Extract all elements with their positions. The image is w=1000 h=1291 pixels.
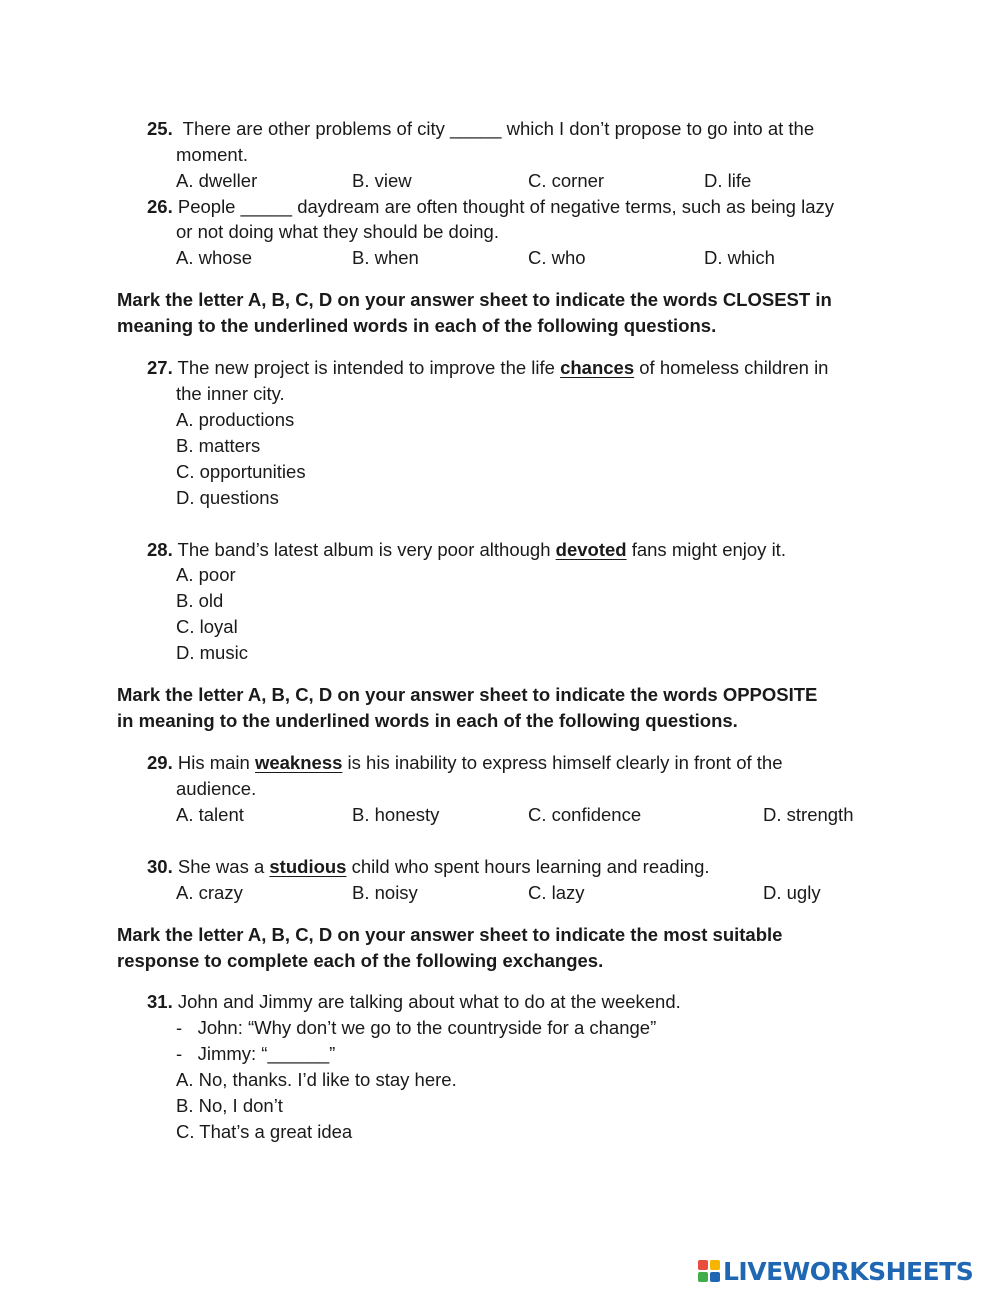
q25-option-c[interactable]: C. corner [528,170,605,191]
q29-text-pre: His main [177,752,250,773]
liveworksheets-logo [698,1258,973,1284]
q30-underlined-word: studious [269,856,347,877]
logo-square-red [698,1260,708,1270]
q26-number: 26. [147,196,173,217]
q28-option-d[interactable]: D. music [176,642,248,663]
q30-text-post: child who spent hours learning and reading. [351,856,710,877]
logo-text: LIVEWORKSHEETS [723,1256,974,1286]
q30-number: 30. [147,856,173,877]
q31-dialog-jimmy: - Jimmy: “______” [176,1043,336,1064]
q29-option-a[interactable]: A. talent [176,804,244,825]
q25-text-line1: There are other problems of city _____ which I don’t propose to go into at the [182,118,815,139]
q30-option-c[interactable]: C. lazy [528,882,585,903]
logo-mark-icon [698,1260,720,1282]
q28-option-a[interactable]: A. poor [176,564,236,585]
instruction-response-line1: Mark the letter A, B, C, D on your answer sheet to indicate the most suitable [117,924,783,945]
q27-text-line2: the inner city. [176,383,285,404]
q25-option-b[interactable]: B. view [352,170,412,191]
q25-text-line2: moment. [176,144,248,165]
instruction-closest-line1: Mark the letter A, B, C, D on your answer sheet to indicate the words CLOSEST in [117,289,832,310]
q31-number: 31. [147,991,173,1012]
q26-option-a[interactable]: A. whose [176,247,253,268]
q28-text-post: fans might enjoy it. [631,539,786,560]
q27-number: 27. [147,357,173,378]
q29-text-line2: audience. [176,778,257,799]
instruction-opposite-line1: Mark the letter A, B, C, D on your answer sheet to indicate the words OPPOSITE [117,684,818,705]
logo-square-blue [710,1272,720,1282]
q30-text-pre: She was a [177,856,265,877]
q26-option-b[interactable]: B. when [352,247,419,268]
q25-option-a[interactable]: A. dweller [176,170,258,191]
q27-option-a[interactable]: A. productions [176,409,295,430]
q30-option-b[interactable]: B. noisy [352,882,418,903]
logo-square-yellow [710,1260,720,1270]
q27-underlined-word: chances [560,357,635,378]
instruction-opposite-line2: in meaning to the underlined words in each of the following questions. [117,710,738,731]
q27-option-d[interactable]: D. questions [176,487,279,508]
q27-text-post: of homeless children in [639,357,829,378]
q31-stem [147,991,681,1013]
q31-text: John and Jimmy are talking about what to do at the weekend. [177,991,681,1012]
logo-square-green [698,1272,708,1282]
q25-stem [147,118,814,140]
q28-option-b[interactable]: B. old [176,590,224,611]
q27-text-pre: The new project is intended to improve the life [177,357,555,378]
instruction-response-line2: response to complete each of the following exchanges. [117,950,604,971]
q30-stem [147,856,710,878]
q28-option-c[interactable]: C. loyal [176,616,238,637]
q29-option-b[interactable]: B. honesty [352,804,440,825]
q29-option-d[interactable]: D. strength [763,804,854,825]
q27-option-c[interactable]: C. opportunities [176,461,306,482]
q31-option-a[interactable]: A. No, thanks. I’d like to stay here. [176,1069,457,1090]
q26-option-d[interactable]: D. which [704,247,775,268]
q26-text-line2: or not doing what they should be doing. [176,221,499,242]
q27-stem [147,357,828,379]
q29-option-c[interactable]: C. confidence [528,804,642,825]
q28-stem [147,539,786,561]
q28-underlined-word: devoted [555,539,627,560]
q31-option-b[interactable]: B. No, I don’t [176,1095,283,1116]
q30-option-d[interactable]: D. ugly [763,882,821,903]
q26-option-c[interactable]: C. who [528,247,586,268]
q25-number: 25. [147,118,173,139]
q29-stem [147,752,782,774]
q31-dialog-john: - John: “Why don’t we go to the countryside for a change” [176,1017,657,1038]
q25-option-d[interactable]: D. life [704,170,752,191]
q26-stem [147,196,834,218]
q27-option-b[interactable]: B. matters [176,435,261,456]
q31-option-c[interactable]: C. That’s a great idea [176,1121,353,1142]
q28-number: 28. [147,539,173,560]
q30-option-a[interactable]: A. crazy [176,882,243,903]
q29-number: 29. [147,752,173,773]
q29-text-post: is his inability to express himself clearly in front of the [347,752,783,773]
q29-underlined-word: weakness [254,752,343,773]
instruction-closest-line2: meaning to the underlined words in each of the following questions. [117,315,717,336]
q26-text-line1: People _____ daydream are often thought of negative terms, such as being lazy [177,196,835,217]
q28-text-pre: The band’s latest album is very poor although [177,539,551,560]
